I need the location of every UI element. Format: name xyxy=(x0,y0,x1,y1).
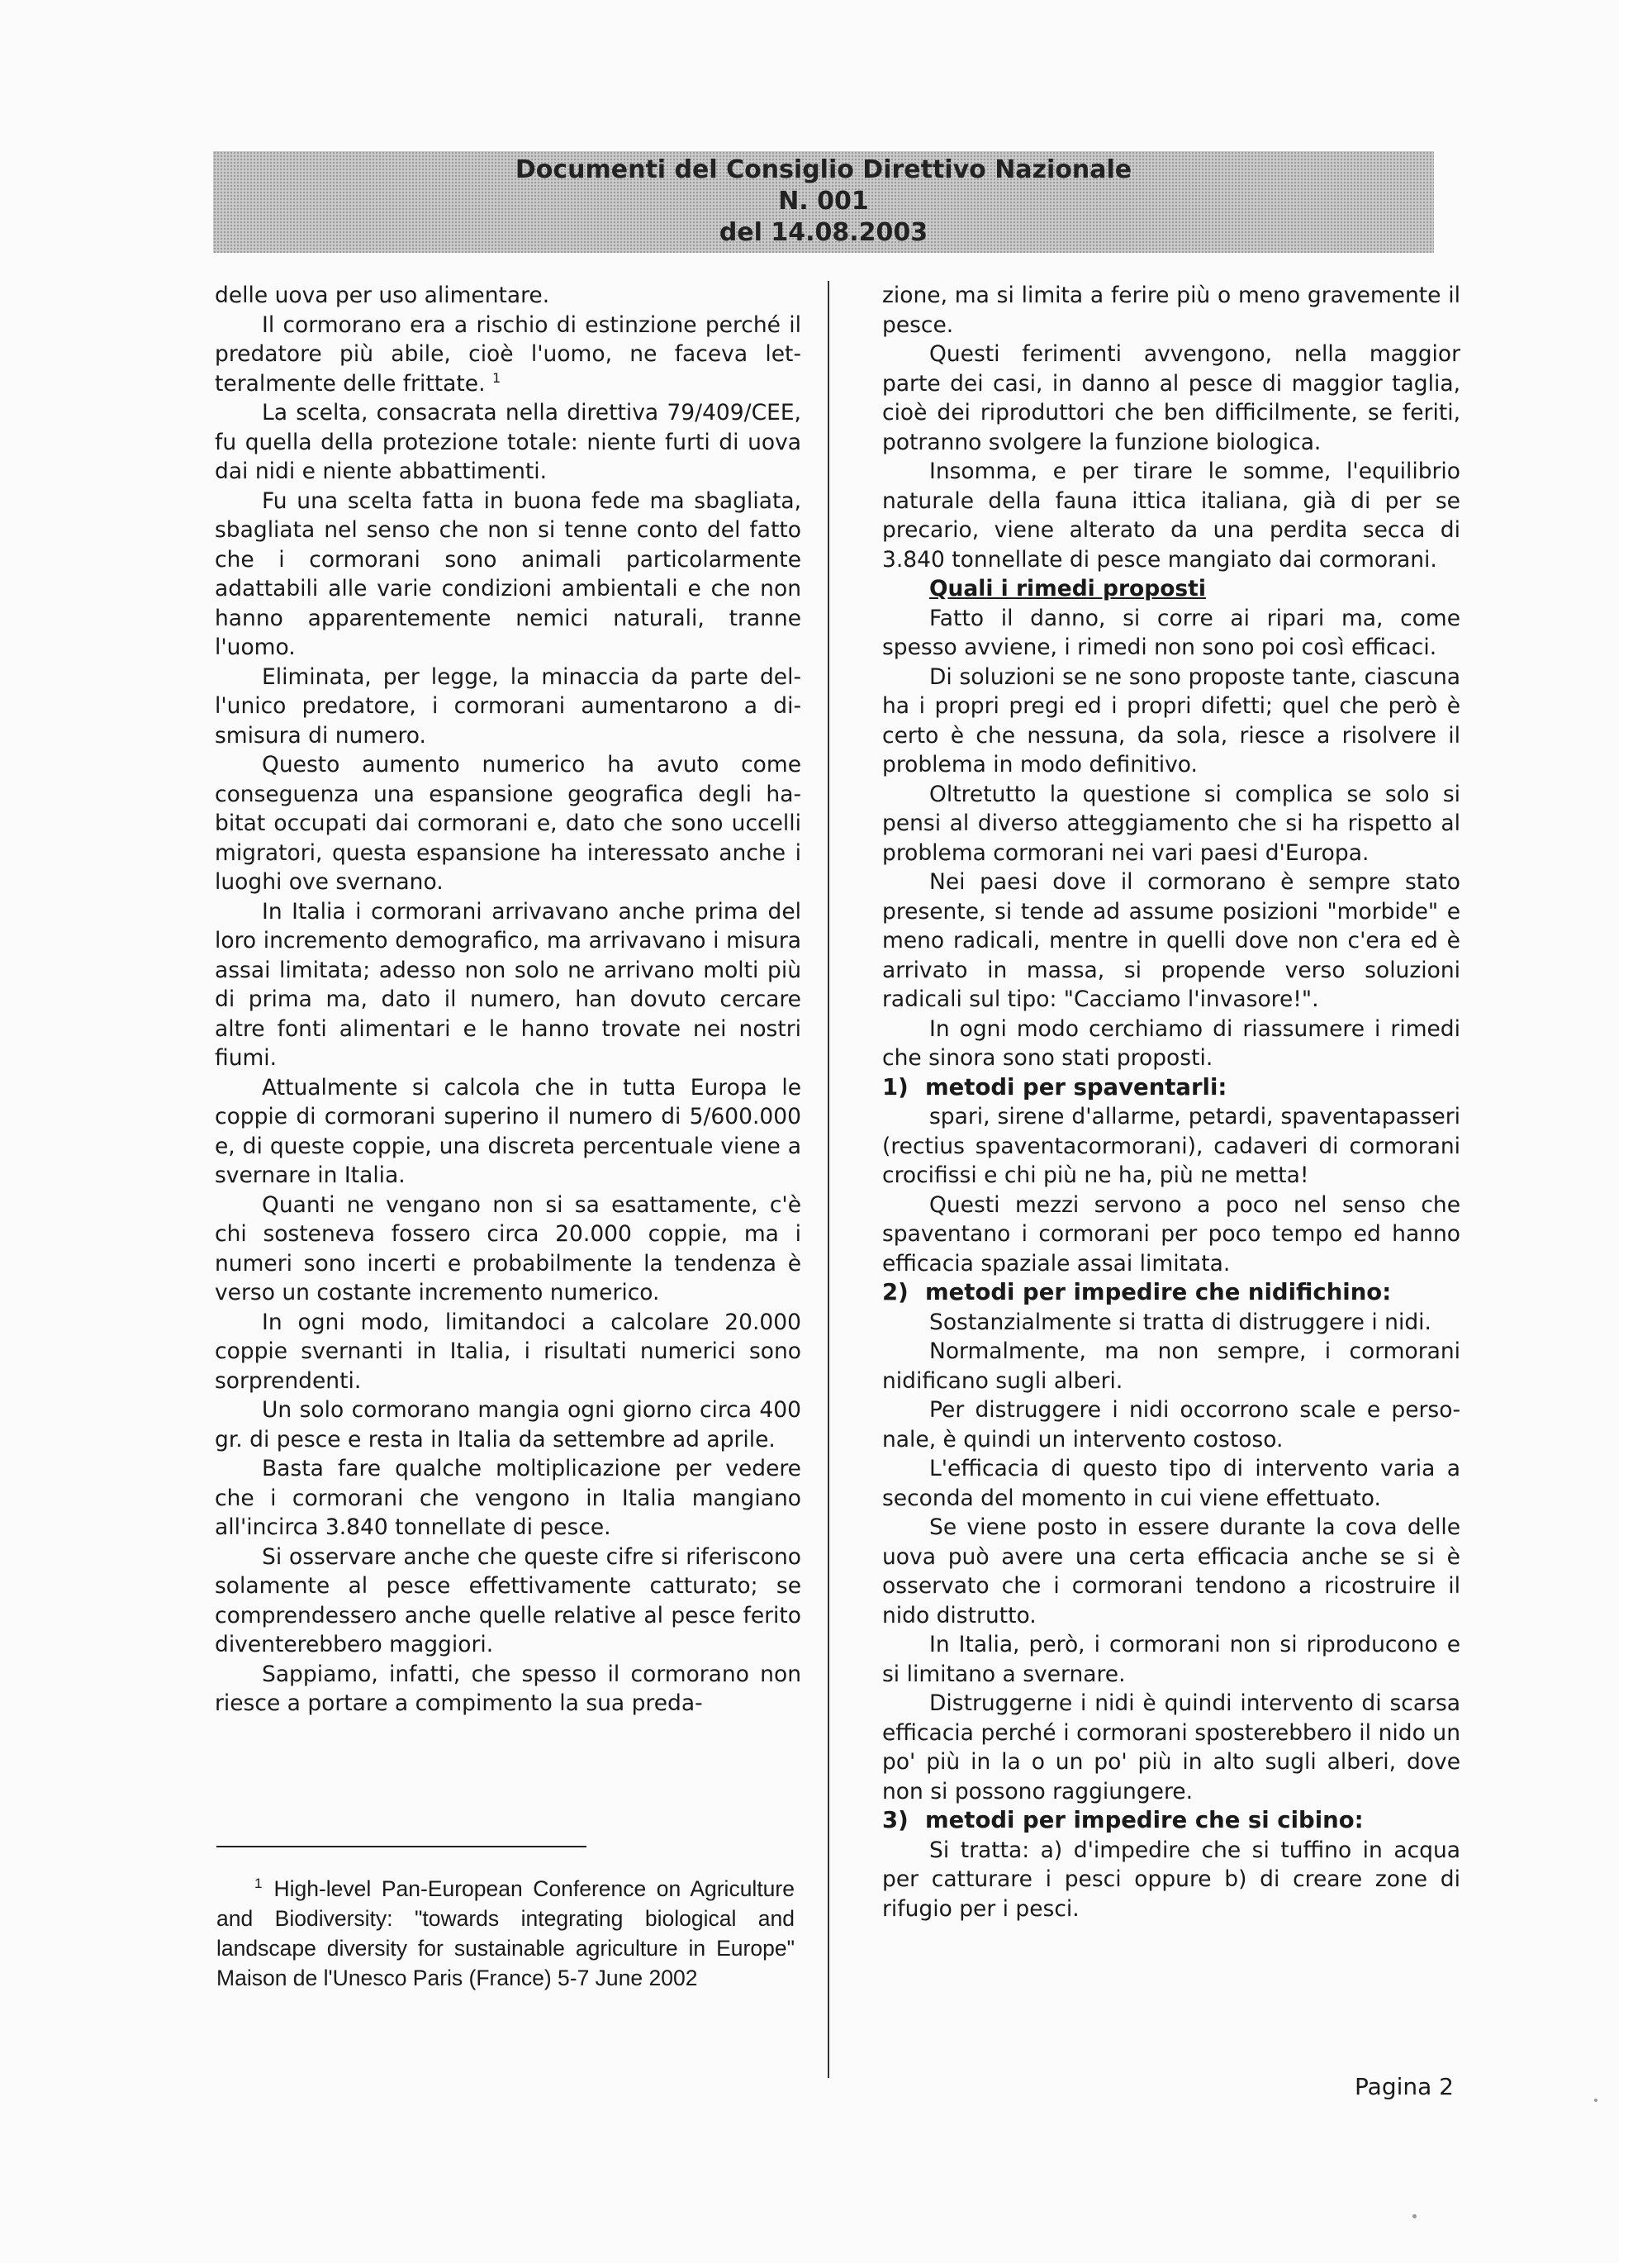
paragraph: Si tratta: a) d'impedire che si tuffino in acqua per catturare i pesci oppure b) di creare zone di rifugio per i pesci. xyxy=(882,1837,1460,1922)
right-column xyxy=(882,281,1460,1923)
list-item-heading xyxy=(882,1278,1460,1308)
list-item-number: 3) xyxy=(882,1807,909,1833)
paragraph: Questo aumento numerico ha avuto come conseguenza una espansione geografica degli habitat occupati dai cormorani e, dato che sono uccelli migratori, questa espansione ha interessato anche i luoghi ove svernano. xyxy=(215,752,801,895)
paragraph: spari, sirene d'allarme, petardi, spaventapasseri (rectius spaventacormorani), cadaveri di cormorani crocifissi e chi più ne ha, più ne metta! xyxy=(882,1104,1460,1188)
header-date: del 14.08.2003 xyxy=(719,218,928,247)
paragraph: La scelta, consacrata nella direttiva 79/409/CEE, fu quella della protezione totale: niente furti di uova dai nidi e niente abbattimenti. xyxy=(215,400,801,484)
footnote-mark: 1 xyxy=(254,1876,263,1891)
paragraph: Eliminata, per legge, la minaccia da parte dell'unico predatore, i cormorani aumentarono a dismisura di numero. xyxy=(215,663,801,749)
list-item-heading xyxy=(882,1806,1460,1836)
list-item-title: metodi per impedire che nidifichino: xyxy=(925,1279,1392,1305)
page-number: Pagina 2 xyxy=(1355,2073,1454,2100)
header-number: N. 001 xyxy=(778,187,869,216)
paragraph-text: Il cormorano era a rischio di estinzione perché il predatore più abile, cioè l'uomo, ne faceva letteralmente delle frittate. xyxy=(215,311,801,397)
paragraph: Attualmente si calcola che in tutta Europa le coppie di cormorani superino il numero di 5/600.000 e, di queste coppie, una discreta percentuale viene a svernare in Italia. xyxy=(215,1074,801,1188)
header-title: Documenti del Consiglio Direttivo Nazionale xyxy=(515,155,1132,184)
list-item-heading xyxy=(882,1073,1460,1103)
footnote-reference[interactable]: 1 xyxy=(491,369,501,386)
paragraph: Basta fare qualche moltiplicazione per vedere che i cormorani che vengono in Italia mangiano all'incirca 3.840 tonnellate di pesce. xyxy=(215,1456,801,1540)
paragraph: Quanti ne vengano non si sa esattamente, c'è chi sosteneva fossero circa 20.000 coppie, ma i numeri sono incerti e probabilmente la tendenza è verso un costante incremento numerico. xyxy=(215,1191,801,1305)
paragraph: Oltretutto la questione si complica se solo si pensi al diverso atteggiamento che si ha rispetto al problema cormorani nei vari paesi d'Europa. xyxy=(882,781,1460,866)
paragraph: In ogni modo, limitandoci a calcolare 20.000 coppie svernanti in Italia, i risultati numerici sono sorprendenti. xyxy=(215,1309,801,1394)
list-item-title: metodi per spaventarli: xyxy=(925,1073,1227,1101)
paragraph: Fatto il danno, si corre ai ripari ma, come spesso avviene, i rimedi non sono poi così efficaci. xyxy=(882,605,1460,660)
page-margin xyxy=(1619,0,1652,2263)
column-divider xyxy=(828,281,829,2078)
footnote xyxy=(216,1869,795,1993)
paragraph: Fu una scelta fatta in buona fede ma sbagliata, sbagliata nel senso che non si tenne conto del fatto che i cormorani sono animali particolarmente adattabili alle varie condizioni ambientali e che non hanno apparentemente nemici naturali, tranne l'uomo. xyxy=(215,487,801,660)
list-item-number: 1) xyxy=(882,1073,909,1101)
paragraph: Normalmente, ma non sempre, i cormorani nidificano sugli alberi. xyxy=(882,1338,1460,1394)
paragraph: Di soluzioni se ne sono proposte tante, ciascuna ha i propri pregi ed i propri difetti; quel che però è certo è che nessuna, da sola, riesce a risolvere il problema in modo definitivo. xyxy=(882,663,1460,777)
paragraph: In Italia i cormorani arrivavano anche prima del loro incremento demografico, ma arrivavano i misura assai limitata; adesso non solo ne arrivano molti più di prima ma, dato il numero, han dovuto cercare altre fonti alimentari e le hanno trovate nei nostri fiumi. xyxy=(215,898,801,1071)
paragraph: L'efficacia di questo tipo di intervento varia a seconda del momento in cui viene effettuato. xyxy=(882,1456,1460,1511)
paragraph: Per distruggere i nidi occorrono scale e personale, è quindi un intervento costoso. xyxy=(882,1397,1460,1452)
scan-speck xyxy=(1594,2099,1597,2102)
paragraph: Questi ferimenti avvengono, nella maggior parte dei casi, in danno al pesce di maggior taglia, cioè dei riproduttori che ben difficilmente, se feriti, potranno svolgere la funzione biologica. xyxy=(882,341,1460,455)
paragraph: In ogni modo cerchiamo di riassumere i rimedi che sinora sono stati proposti. xyxy=(882,1015,1460,1071)
footnote-text: High-level Pan-European Conference on Agriculture and Biodiversity: "towards integrating biological and landscape diversity for sustainable agriculture in Europe" Maison de l'Unesco Paris (France) 5-7 June 2002 xyxy=(216,1876,795,1990)
footnote-separator xyxy=(216,1846,586,1847)
paragraph: Sostanzialmente si tratta di distruggere i nidi. xyxy=(929,1309,1431,1335)
paragraph: zione, ma si limita a ferire più o meno gravemente il pesce. xyxy=(882,283,1460,338)
section-heading: Quali i rimedi proposti xyxy=(929,576,1206,601)
list-item-title: metodi per impedire che si cibino: xyxy=(925,1807,1364,1833)
paragraph: Distruggerne i nidi è quindi intervento di scarsa efficacia perché i cormorani sposterebbero il nido un po' più in la o un po' più in alto sugli alberi, dove non si possono raggiungere. xyxy=(882,1690,1460,1804)
document-header xyxy=(213,155,1434,249)
paragraph: Se viene posto in essere durante la cova delle uova può avere una certa efficacia anche se si è osservato che i cormorani tendono a ricostruire il nido distrutto. xyxy=(882,1514,1460,1628)
paragraph: Sappiamo, infatti, che spesso il cormorano non riesce a portare a compimento la sua preda- xyxy=(215,1661,801,1716)
paragraph: Nei paesi dove il cormorano è sempre stato presente, si tende ad assume posizioni "morbide" e meno radicali, mentre in quelli dove non c'era ed è arrivato in massa, si propende verso soluzioni radicali sul tipo: "Cacciamo l'invasore!". xyxy=(882,869,1460,1012)
paragraph: Un solo cormorano mangia ogni giorno circa 400 gr. di pesce e resta in Italia da settembre ad aprile. xyxy=(215,1397,801,1452)
list-item-number: 2) xyxy=(882,1279,909,1305)
left-column xyxy=(215,281,801,1719)
paragraph: Insomma, e per tirare le somme, l'equilibrio naturale della fauna ittica italiana, già di per se precario, viene alterato da una perdita secca di 3.840 tonnellate di pesce mangiato dai cormorani. xyxy=(882,459,1460,573)
paragraph: delle uova per uso alimentare. xyxy=(215,283,550,308)
scan-speck xyxy=(1412,2214,1417,2218)
paragraph: Questi mezzi servono a poco nel senso che spaventano i cormorani per poco tempo ed hanno efficacia spaziale assai limitata. xyxy=(882,1191,1460,1277)
paragraph: Si osservare anche che queste cifre si riferiscono solamente al pesce effettivamente catturato; se comprendessero anche quelle relative al pesce ferito diventerebbero maggiori. xyxy=(215,1543,801,1657)
paragraph xyxy=(215,311,801,399)
paragraph: In Italia, però, i cormorani non si riproducono e si limitano a svernare. xyxy=(882,1632,1460,1687)
